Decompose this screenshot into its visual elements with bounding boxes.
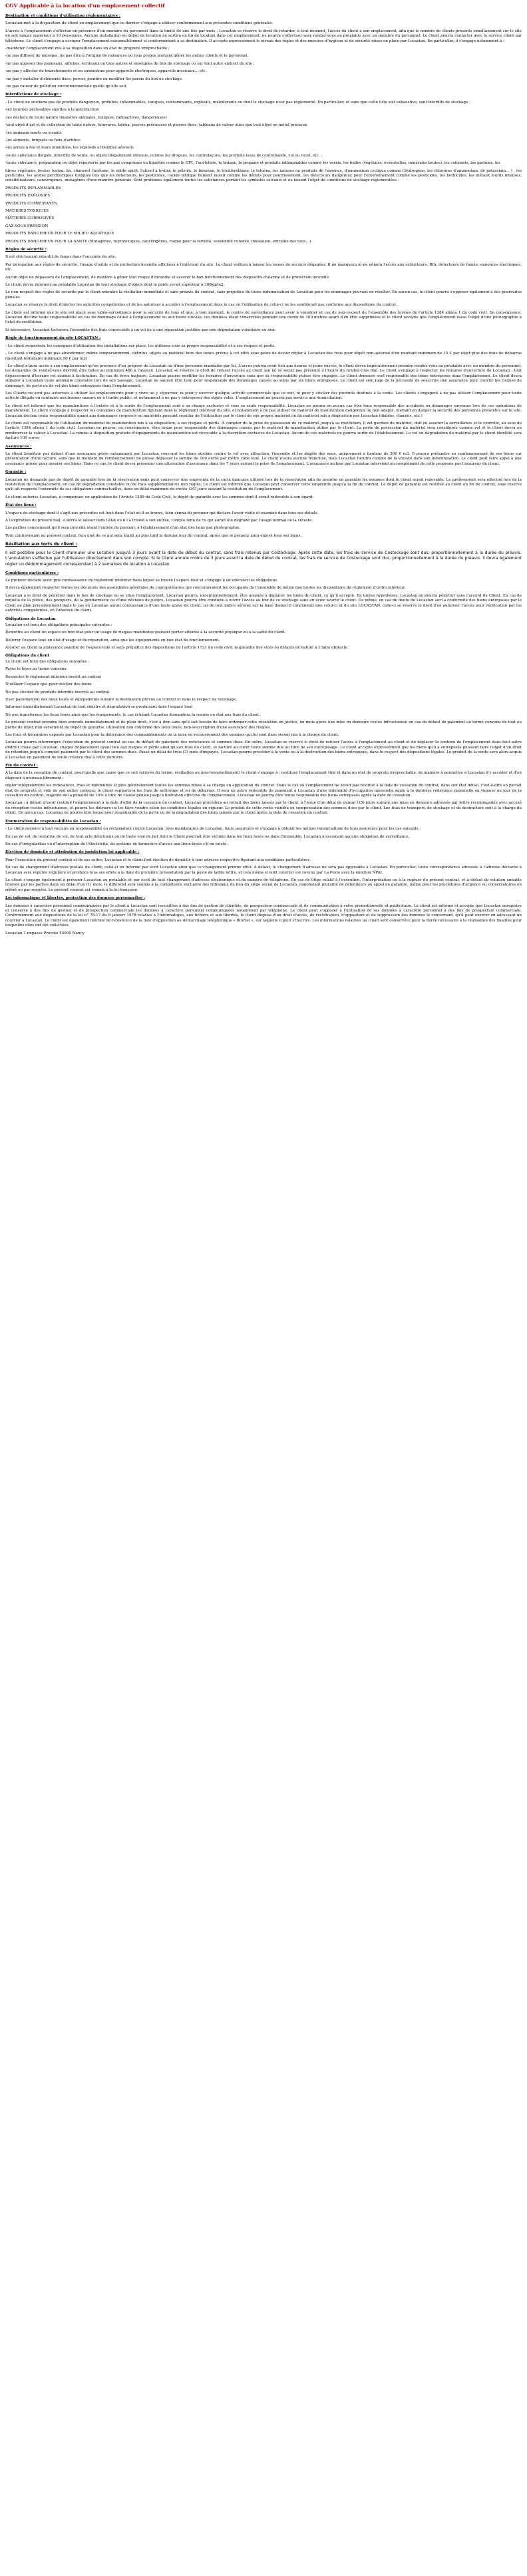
section-paragraph: Le client bénéficie par défaut d'une assurance gérée notamment par Locastan couvrant les biens stockés contre le vol avec effraction, l'incendie et les dégâts des eaux, uniquement à hauteur de 500 € m3. Il pourra prétendre au remboursement de ses biens sur présentation d'une facture, sans que le montant du remboursement ne puisse dépasser la somme de 100 euros par mètre cube loué. Le client n'aura aucune franchise, mais Locastan tiendra compte de la vétusté dans son indemnisation. Le client peut faire appel à une assurance privée pour assurer ses biens. Dans ce cas, le client devra présenter une attestation d'assurance dans les 7 jours suivant la prise de l'emplacement. L'assurance incluse par Locastan intervient en complément de celle proposée par l'assureur du client. xyxy=(5,452,522,466)
section-paragraph: À la date de la cessation du contrat, pour quelle que cause que ce soit (arrivée du terme, résiliation ou non-renouvellement) le client s'engage à : restituer l'emplacement vide et dans un état de propreté irréprochable, de manière à permettre à Locastan d'y accéder et d'en disposer à nouveau librement ; xyxy=(5,771,522,780)
subsection-paragraph: Remettre au client un espace en bon état pour un usage de risques manifestes pouvant porter atteinte à la sécurité physique ou à la santé du client. xyxy=(5,631,286,635)
section-paragraph: Les Clients ne sont pas autorisés à utiliser les emplacements pour y vivre ou y séjourner, ni pour y exercer quelque activité commerciale que ce soit, ni pour y stocker des produits destinés à la vente. Les clients s'engagent à ne pas utiliser l'emplacement pour toute activité illégale ou contraire aux bonnes mœurs ou à l'ordre public, et notamment à ne pas y entreposer des objets volés. L'emplacement ne pourra pas servir à une domiciliation. xyxy=(5,391,522,401)
section-paragraph: MATIERES TOXIQUES xyxy=(5,208,49,213)
section xyxy=(5,93,522,244)
section-paragraph: -ne pas apposer des panneaux, affiches, écriteaux ou tous autres et enseignes du box de stockage ou sur tout autre endroit du site ; xyxy=(5,61,255,66)
subsection-paragraph: Délivrer l'espace loué en état d'usage et de réparation, ainsi que les équipements en bon état de fonctionnement. xyxy=(5,638,220,643)
section-paragraph: Le client s'engage également à prévenir Locastan au préalable et par écrit de tout changement d'adresse électronique et de numéro de téléphone. En cas de litige relatif à l'exécution, l'interprétation ou à la rupture du présent contrat, et à défaut de solution amiable trouvée par les parties dans un délai d'un (1) mois, le différend sera soumis à la compétence exclusive des tribunaux du lieu du siège social de Locastan, nonobstant pluralité de défendeurs ou appel en garantie, même pour les procédures d'urgence ou conservatoires en référé ou par requête. Le présent contrat est soumis à la loi française. xyxy=(5,878,522,892)
section xyxy=(5,503,522,539)
section-paragraph: -tout objet d'art et de collection de toute nature, fourrures, bijoux, pierres précieuses et pierres fines, tableaux de valeur ainsi que tout objet en métal précieux xyxy=(5,123,307,128)
cgv-document xyxy=(5,3,522,939)
page-title: CGV Applicable à la location d'un emplacement collectif xyxy=(5,3,165,9)
section-paragraph: MATIERES CORROSIVES xyxy=(5,216,55,221)
section xyxy=(5,248,522,333)
section-heading: Loi informatique et libertés, protection des données personnelles : xyxy=(5,896,145,901)
section-paragraph: - Le client renonce à tout recours en responsabilité ou réclamation contre Locastan, tous mandataires de Locastan, leurs assureurs et s'engage à obtenir les mêmes renonciations de tous assureurs pour les cas suivants : xyxy=(5,827,421,832)
section-paragraph: -les aliments, briquets ou feux d'artifice xyxy=(5,138,81,142)
section-paragraph: Locastan ne demande pas de dépôt de garantie lors de la réservation mais peut conserver une empreinte de la carte bancaire utilisée lors de la réservation afin de prendre en garantie les sommes dont le client serait redevable. Le prélèvement sera effectué lors de la restitution de l'emplacement, en cas de dégradation constatée ou de frais supplémentaires non réglés. Le client est informé que Locastan peut conserver cette empreinte jusqu'à la fin du contrat. Le dépôt de garantie est restitué au client en fin de contrat, sous réserve qu'il ait respecté l'ensemble de ses obligations contractuelles, dans un délai maximum de trente (30) jours suivant la restitution de l'emplacement. xyxy=(5,477,522,492)
section-paragraph: Les données à caractère personnel communiquées par le client à Locastan sont recueillies à des fins de gestion de clientèle, de prospection commerciale et de communication à votre promotionnelle et publicitaire. Le client est informé et accepte que Locastan enregistre et conserve à des fins de gestion et de prospection commerciale les données à caractère personnel communiquées notamment par téléphone. Le client peut s'opposer à l'utilisation de ses données à caractère personnel à des fins de prospection commerciale. Conformément aux dispositions de la loi n° 78-17 du 6 janvier 1978 relative à l'informatique, aux fichiers et aux libertés, le client dispose d'un droit d'accès, de rectification, d'opposition et de suppression des données le concernant, qu'il peut exercer en adressant un courrier à Locastan. Le client est également informé de l'existence de la liste d'opposition au démarchage téléphonique « Bloctel », sur laquelle il peut s'inscrire. Les informations relatives au client sont conservées pour la durée nécessaire à la réalisation des finalités pour lesquelles elles ont été collectées. xyxy=(5,903,522,928)
subsection-paragraph: Respecter le règlement intérieur inscrit au contrat xyxy=(5,674,102,679)
section-paragraph: Le client est responsable de l'utilisation du matériel de manutention mis à sa disposition, à ses risques et périls. À compter de la prise de possession de ce matériel jusqu'à sa restitution, il est gardien du matériel, doit en assurer la surveillance et le contrôle, au sens de l'article 1384 alinéa 1 du code civil. Locastan ne pourra, en conséquence, être tenue pour responsable des dommages causés par le matériel de manutention utilisé par le client. La perte de possession du matériel sera considérée comme vol et le client devra en rembourser la valeur à Locastan. La remise à disposition gratuite d'équipements de manutention est révocable à la discrétion exclusive de Locastan. Aucun de ces matériels ne pourra sortir de l'établissement. Le vol ou dégradation du matériel par le client identifié sera facturé 100 euros. xyxy=(5,421,522,441)
subsection-paragraph: Locastan est tenu des obligations principales suivantes : xyxy=(5,623,112,627)
section-paragraph: Il est possible pour le Client d'annuler une Location jusqu'à 3 jours avant la date de début du contrat, sans frais retenus par Costockage. Après cette date, les frais de service de Costockage sont dus, proportionnellement à la durée du préavis. L'annulation s'effectue par l'utilisateur directement dans son compte. Si le Client annule moins de 3 jours avant la date de début du contrat, les frais de service de Costockage sont dus, proportionnellement à la durée du préavis. Il devra également régler un dédommagement correspondant à 2 semaines de location à Locastan. xyxy=(5,550,522,567)
section-paragraph: Tout contrevenant au présent contrat, fera état de ce qui sera établi au plus tard le dernier jour du contrat, après que le preneur aura enlevé tous ses biens. xyxy=(5,533,302,538)
section-paragraph: -les denrées périssables sujettes à la putréfaction xyxy=(5,108,99,113)
section xyxy=(5,617,522,761)
section-heading: Résiliation aux torts du client : xyxy=(5,542,77,547)
section-paragraph: PRODUITS INFLAMMABLES xyxy=(5,186,61,190)
section-paragraph: En cas de vol, de tentative de vol, de tout acte délictueux ou de toute voie de fait dont le Client pourrait être victime dans les lieux loués ou dans l'immeuble, Locastan n'assumant aucune obligation de surveillance. xyxy=(5,834,410,839)
section-paragraph: Le client est informé que le site est placé sous vidéo-surveillance pour la sécurité de tous et que, à tout moment, le centre de surveillance peut avoir à visionner et ces de non-respect de l'ensemble des termes de l'article 1384 alinéa 1 du code civil. En conséquence, Locastan décline toute responsabilité en cas de dommage causé à l'emplacement ou aux biens stockés, ces données étant conservées pendant une durée de 100 mètres avant d'en être supprimées et le client accepte que l'emplacement fasse l'objet d'une photographie à l'état de restitution. xyxy=(5,310,522,325)
section-heading: Énumération de responsabilités de Locastan : xyxy=(5,819,101,824)
sections-container xyxy=(5,14,522,936)
subsection-paragraph: Le présent contrat prendra bien entendu immédiatement et de plein droit, c'est à dire sans qu'il soit besoin de faire ordonner cette résolution en justice, un mois après une mise en demeure restée infructueuse en cas de défaut de paiement au terme convenu de tout ou partie du loyer, non versement du dépôt de garantie, utilisation non conforme des lieux loués, non-souscription d'une assurance des risques. xyxy=(5,720,522,730)
section-paragraph: -les déchets de toute nature (matières animales, toxiques, radioactives, dangereuses) xyxy=(5,115,167,120)
section-paragraph: - Le client s'engage à ne pas abandonner, même temporairement, détritus, objets ou matériel hors des boxes prévus à cet effet sous peine de devoir régler à Locastan des frais pour dépôt non-autorisé d'un montant minimum de 35 € par objet plus des frais de débarras (montant forfaitaire minimum 50 € par m2) xyxy=(5,352,522,361)
section-paragraph: Le client autorise Locastan, à compenser, en application de l'Article 1289 du Code Civil, le dépôt de garantie avec les sommes dont il serait redevable à son égard. xyxy=(5,495,314,499)
section-heading: Fin du contrat : xyxy=(5,764,38,768)
section-paragraph: - Le client n'aura accès à son emplacement qu'en présence d'un préposé de Locastan ou d'une personne mandatée par lui. L'accès pourra avoir lieu aux heures et jours ouvrés, le client devra impérativement prendre rendez-vous au préalable avec un membre du personnel, les demandes de rendez-vous devront être faites au minimum 48h à l'avance. Locastan se réserve le droit de refuser l'accès au client qui ne se serait pas présenté à l'heure du rendez-vous fixé. Le client s'engage à respecter les horaires d'ouverture de Locastan ; tout dépassement d'horaire est soumis à facturation. En cas de force majeure, Locastan pourra modifier les horaires d'ouverture sans que sa responsabilité puisse être engagée. Le client demeure seul responsable des biens entreposés dans l'emplacement. Le client devra signaler à Locastan toute anomalie constatée lors de son passage. Locastan ne saurait être tenu pour responsable des dommages causés ou subis par les biens entreposés. Le client est seul juge de la nécessité de souscrire une assurance pour couvrir les risques de dommage, de perte ou de vol des biens entreposés dans l'emplacement. xyxy=(5,364,522,388)
section-paragraph: En cas de changement d'adresse postale du client, celui-ci en informe par écrit Locastan ainsi que ce changement prenne effet. À défaut, le changement d'adresse ne sera pas opposable à Locastan. En particulier, toute correspondance adressée à l'adresse déclarée à Locastan sera réputée régulière et produira tous ses effets à la date de première présentation par la poste de ladite lettre, et cela même si ledit courrier est revenu par La Poste avec la mention NPAI. xyxy=(5,866,522,875)
section xyxy=(5,820,522,848)
subsection-paragraph: User paisiblement des lieux loués et équipements suivant la destination prévue au contrat et dans le respect du voisinage. xyxy=(5,697,238,702)
section-heading: Règle de fonctionnement du site LOCASTAN : xyxy=(5,336,101,341)
section-paragraph: -ne pas causer de pollution environnementale quelle qu'elle soit. xyxy=(5,85,128,89)
section-paragraph: L'accès à l'emplacement s'effectue en présence d'un membre du personnel dans la limite de une fois par mois : Locastan se réserve le droit de retarder, à tout moment, l'accès du client à son emplacement, afin que le nombre de clients présents simultanément sur le site ne soit jamais supérieur à 10 personnes. Aucune installation ou début de location ne sortira en fin de location dans cet emplacement, ne pourra s'effectuer sans rendez-vous au préalable avec un membre du personnel. Le client pourra contacter avec le service client par téléphone. Le client s'engage à occuper l'emplacement raisonnablement et conformément à sa destination. Il accepte expressément le niveau des règles et des mesures d'hygiène et de sécurité mises en place par Locastan. En particulier, il s'engage notamment à : xyxy=(5,29,522,43)
section-paragraph: régler intégralement les redevances, frais et indemnités et plus généralement toutes les sommes mises à sa charge en application du contrat. Dans le cas où l'emplacement ne serait pas restitué à la date de cessation du contrat, dans son état initial, c'est-à-dire en parfait état de propreté et vide de son entier contenu, le client supportera les frais de nettoyage et ou de débarras. Il sera en outre redevable du paiement à Locastan d'une indemnité d'occupation mensuelle égale à la dernière redevance mensuelle en vigueur au jour de la cessation du contrat, majorée de la pénalité de 10% à titre de clause pénale jusqu'à libération effective de l'emplacement. Locastan ne pourra être tenue responsable des biens entreposés après la date de cessation. xyxy=(5,784,522,798)
section-heading: Interdictions de stockage : xyxy=(5,93,62,97)
subsection-paragraph: Payer le loyer au terme convenu xyxy=(5,667,67,672)
section-paragraph: -les animaux morts ou vivants xyxy=(5,130,62,135)
section-paragraph: -toute substance illégale, interdite de vente, ou objets illégalement obtenus, comme les drogues, les contrefaçons, les produits issus de contrebande, vol ou recel, etc. ; xyxy=(5,153,323,158)
section xyxy=(5,850,522,893)
section-paragraph: Il est strictement interdit de fumer dans l'enceinte du site. xyxy=(5,255,116,260)
section-heading: Conditions particulières : xyxy=(5,571,59,575)
section-paragraph: -les armes à feu et leurs munitions, les explosifs et bombes aérosols xyxy=(5,146,134,150)
section xyxy=(5,336,522,441)
subsection-paragraph: Les frais et honoraires exposés par Locastan pour la délivrance des commandements ou la mise en recouvrement des sommes qui lui sont dues seront mis à la charge du client. xyxy=(5,733,339,737)
section-paragraph: -toute substance, préparation ou objet répertorié par les gaz comprimés ou liquéfiés comme le GPL, l'acétylène, le butane, le propane et produits inflammables comme les vernis, les huiles (végétales, essentielles, minérales brutes), les colorants, les parfums, les xyxy=(5,161,500,166)
subsection-heading: Obligations du client xyxy=(5,653,49,658)
subsection-paragraph: Le client est tenu des obligations suivantes : xyxy=(5,659,90,664)
section-paragraph: Locastan ; à défaut d'avoir restitué l'emplacement à la date d'effet de la cessation du contrat, Locastan procédera au retrait des biens laissés par le client, à l'issue d'un délai de quinze (15) jours suivant une mise en demeure adressée par lettre recommandée avec accusé de réception restée infructueuse, et pourra les détruire ou les faire vendre selon les conditions légales en vigueur. Le produit de cette vente viendra en compensation des sommes dues par le client. Les frais de transport, de stockage et de destruction sont à la charge du client. En aucun cas, Locastan ne pourra être tenue pour responsable de la perte ou de la dégradation des biens laissés par le client après la date de cessation du contrat. xyxy=(5,801,522,816)
section-paragraph: -ne pas y affecter de branchements et ou connexions pour appareils électriques, appareils musicaux… etc. xyxy=(5,69,207,74)
subsection-paragraph: Locastan pourra interrompre l'exécution du présent contrat en cas de défaut de paiement des redevances et sommes dues. En outre, Locastan se réserve le droit de refuser l'accès à l'emplacement au client et de déplacer le contenu de l'emplacement dans tout autre endroit choisi par Locastan, chaque déplacement ayant lieu aux risques et périls ainsi qu'aux frais du client, et facturé au client toute somme due au titre de son entreposage. Le client accepte expressément que les biens qu'il a entreposés puissent faire l'objet d'un droit de rétention jusqu'à complet paiement par le client des sommes dues. Passé un délai de trois (3) mois d'impayés, Locastan pourra procéder à la vente ou à la destruction des biens entreposés, dans le respect des dispositions légales. Le produit de la vente sera alors acquis à Locastan en paiement de toute créance due à cette dernière. xyxy=(5,740,522,760)
section-paragraph: En cas d'irrégularités ou d'interruption de l'électricité, du système de fermeture d'accès aux lieux loués s'il en existe. xyxy=(5,842,228,846)
subsection-paragraph: N'utiliser l'espace que pour stocker des biens xyxy=(5,682,92,687)
subsection-paragraph: Informer immédiatement Locastan de tout sinistre et dégradation se produisant dans l'espace loué xyxy=(5,705,193,710)
subsection-paragraph: Ne pas transformer les lieux loués ainsi que les équipements, le cas échéant Locastan demandera la remise en état aux frais du client. xyxy=(5,712,260,717)
section-heading: État des lieux : xyxy=(5,503,37,508)
section-paragraph: GAZ SOUS PRESSION xyxy=(5,224,49,228)
section xyxy=(5,445,522,467)
section-heading: Destination et conditions d'utilisation réglementaires : xyxy=(5,14,120,18)
section-paragraph: Les parties conviennent qu'il sera procédé avant l'entrée du preneur, à l'établissement d'un état des lieux par photographie. xyxy=(5,526,241,531)
section-paragraph: - Le client respectera les consignes d'utilisation des installations sur place, les utilisera sous sa propre responsabilité et à ses risques et périls. xyxy=(5,344,276,348)
section-paragraph: Le non-respect des règles de sécurité par le client entraîne la résiliation immédiate et sans préavis du contrat, sans préjudice de toute indemnisation de Locastan pour les dommages pouvant en résulter. En aucun cas, le client pourra s'opposer également à des poursuites pénales. xyxy=(5,290,522,300)
section-paragraph: Locastan a le droit de pénétrer dans le box de stockage ou se situe l'emplacement. Locastan pourra, exceptionnellement, être amenée à déplacer les biens du client, ce qu'il accepte. En toutes hypothèses, Locastan ne pourra pénétrer sans l'accord du Client. En cas de requête de la police, des pompiers, de la gendarmerie ou d'une décision de justice, Locastan pourra être conduite à ouvrir l'accès au box de ce stockage sans en avoir avertir le client. De même, en cas de doute de Locastan sur la conformité des biens entreposés par le client au plan précédemment dans le cas où Locastan aurait connaissance d'une faute grave du client, ou de tout indice sérieux sur la base duquel il concluerait que celui-ci et du site LOCASTAN, celle-ci se réserve le droit d'en autoriser l'accès pour vérification par les autorités compétentes, en l'absence du client. xyxy=(5,593,522,613)
section-paragraph: -maintenir l'emplacement mis à sa disposition dans un état de propreté irréprochable ; xyxy=(5,47,170,51)
subsection-heading: Obligations de Locastan xyxy=(5,617,56,621)
section-paragraph: L'espace de stockage dont il s'agit aux présentes est loué dans l'état où il se trouve, bien connu du preneur qui déclare l'avoir visité et examiné dans tous ses détails. xyxy=(5,511,319,515)
section xyxy=(5,571,522,614)
section-paragraph: PRODUITS DANGEREUX POUR LA SANTE (Mutagènes, reprotoxiques, cancérigènes, risque pour la fertilité, sensibilité cutanée, inhalation, entraîne des toux…). xyxy=(5,239,312,244)
section-heading: Élection de domicile et attribution de juridiction loi applicable : xyxy=(5,850,140,855)
section-paragraph: Aucun objet ne dépassera de l'emplacement, de manière à gêner tout risque d'incendie et assurer le bon fonctionnement des dispositifs d'alarme et de protection incendie. xyxy=(5,275,330,280)
section-paragraph: Si nécessaire, Locastan facturera l'ensemble des frais consécutifs à un vol ou à une réparation justifiée par une dégradation volontaire ou non. xyxy=(5,328,276,332)
section-paragraph: Il devra également respecter toutes les décisions des assemblées générales de copropriétaires qui concerneraient les occupants du l'ensemble de même que toutes les dispositions du règlement d'ordre intérieur. xyxy=(5,586,406,591)
section-paragraph: Le client est informé que les manutentions à l'entrée et à la sortie de l'emplacement sont à sa charge exclusive et sous sa seule responsabilité. Locastan ne pourra en aucun cas être tenu responsable des accidents ou dommages survenus lors de ces opérations de manutention. Le client s'engage à respecter les consignes de manutention figurant dans le règlement intérieur du site, et notamment à ne pas utiliser de matériel de manutention dangereux ou non adapté, mettant en danger la sécurité des personnes présentes sur le site. Locastan décline toute responsabilité quant aux dommages corporels ou matériels pouvant résulter de l'utilisation par le client de son propre matériel ou du matériel mis à disposition par Locastan (diables, chariots, etc.) xyxy=(5,403,522,418)
section-paragraph: PRODUITS EXPLOSIFS xyxy=(5,194,51,198)
section-paragraph: Par dérogation aux règles de sécurité, l'usage d'outils et de protection incendie affichées à l'intérieur du site. Le client veillera à laisser les issues de secours dégagées. Il ne manquera ni ne gênera l'accès aux extincteurs, RIA, détecteurs de fumée, annonces électriques, etc. xyxy=(5,262,522,272)
section xyxy=(5,14,522,89)
section xyxy=(5,542,522,567)
section-paragraph: fibres végétales, brutes (coton, lin, chanvre) l'acétone, le white spirit, l'alcool à brûler, le pétrole, le benzène, le trichloréthane, le toluène, les natures ou produits de l'essence, d'ammonium cyclique comme l'hydrogène, les chlorures d'ammonium, de potassium… ) , les pesticides, les acides perchloriques toxiques tels que les détecteurs, les pesticides, l'acide nitrique humant moisif comme les débuts pour pourrissement, les détecteurs dangereux pour l'environnement comme les pesticides, les herbicides, les métaux lourds intenses, sensibilisateurs, cancérigènes, mutagènes d'une manière générale. Sont prohibées également toutes les substances portant les symboles suivants et ou faisant l'objet de conditions de stockage règlementées : xyxy=(5,168,522,183)
section-paragraph: -ne pas diffuser de musique, ne pas être à l'origine de nuisances ou tous propos pouvant gêner les autres clients et le personnel. xyxy=(5,54,249,59)
section xyxy=(5,764,522,816)
section-paragraph: Pour l'exécution du présent contrat et de ses suites, Locastan et le client font élection de domicile à leur adresse respective figurant aux conditions particulières. xyxy=(5,858,311,862)
section-heading: Garantie : xyxy=(5,470,27,475)
section-paragraph: À l'expiration du présent bail, il devra le laisser dans l'état où il l'a trouvé à son entrée, compte tenu de ce qui aurait été dégradé par l'usage normal ou la vétusté. xyxy=(5,519,313,523)
section-paragraph: Locastan met à la disposition du client un emplacement que ce dernier s'engage à utiliser conformément aux présentes conditions générales. xyxy=(5,21,273,26)
section-heading: Assurances : xyxy=(5,444,32,449)
subsection-paragraph: Ne pas stocker de produits interdits inscrits au contrat xyxy=(5,690,110,694)
section-heading: Règles de sécurité : xyxy=(5,248,47,252)
section-paragraph: Le client devra informer au préalable Locastan de tout stockage d'objets dont le poids serait supérieur à 300kg/m2. xyxy=(5,283,225,288)
section-paragraph: Le preneur déclare avoir pris connaissance du règlement intérieur dans lequel se trouve l'espace loué et s'engage à en exécuter les obligations. xyxy=(5,579,278,583)
section-paragraph: Locastan se réserve le droit d'alerter les autorités compétentes et de les autoriser à accéder à l'emplacement dans le cas où l'utilisation de celui-ci ne les semblerait pas conforme aux dispositions du contrat. xyxy=(5,303,397,308)
subsection-paragraph: Assurer au client la jouissance paisible de l'espace loué et sans préjudice des dispositions de l'article 1721 du code civil, la garantie des vices ou défauts de nature à y faire obstacle. xyxy=(5,646,349,650)
section xyxy=(5,470,522,500)
section-paragraph: PRODUITS DANGEREUX POUR LE MILIEU AQUATIQUE xyxy=(5,232,114,236)
section-paragraph: - Le client ne stockera pas de produits dangereux, prohibés, inflammables, toxiques, contaminants, explosifs, malodorants ou dont le stockage n'est pas réglementé. En particulier, et sans que cette liste soit exhaustive, sont interdits de stockage : xyxy=(5,100,470,105)
section xyxy=(5,896,522,936)
section-paragraph: -ne pas y installer d'éléments fixes, percer, peindre ou modifier les parois du box ou stockage. xyxy=(5,77,183,81)
section-paragraph: Locastan 1 impasse Prévoté 54000 Nancy xyxy=(5,931,85,935)
section-paragraph: PRODUITS COMBURANTS xyxy=(5,201,57,206)
